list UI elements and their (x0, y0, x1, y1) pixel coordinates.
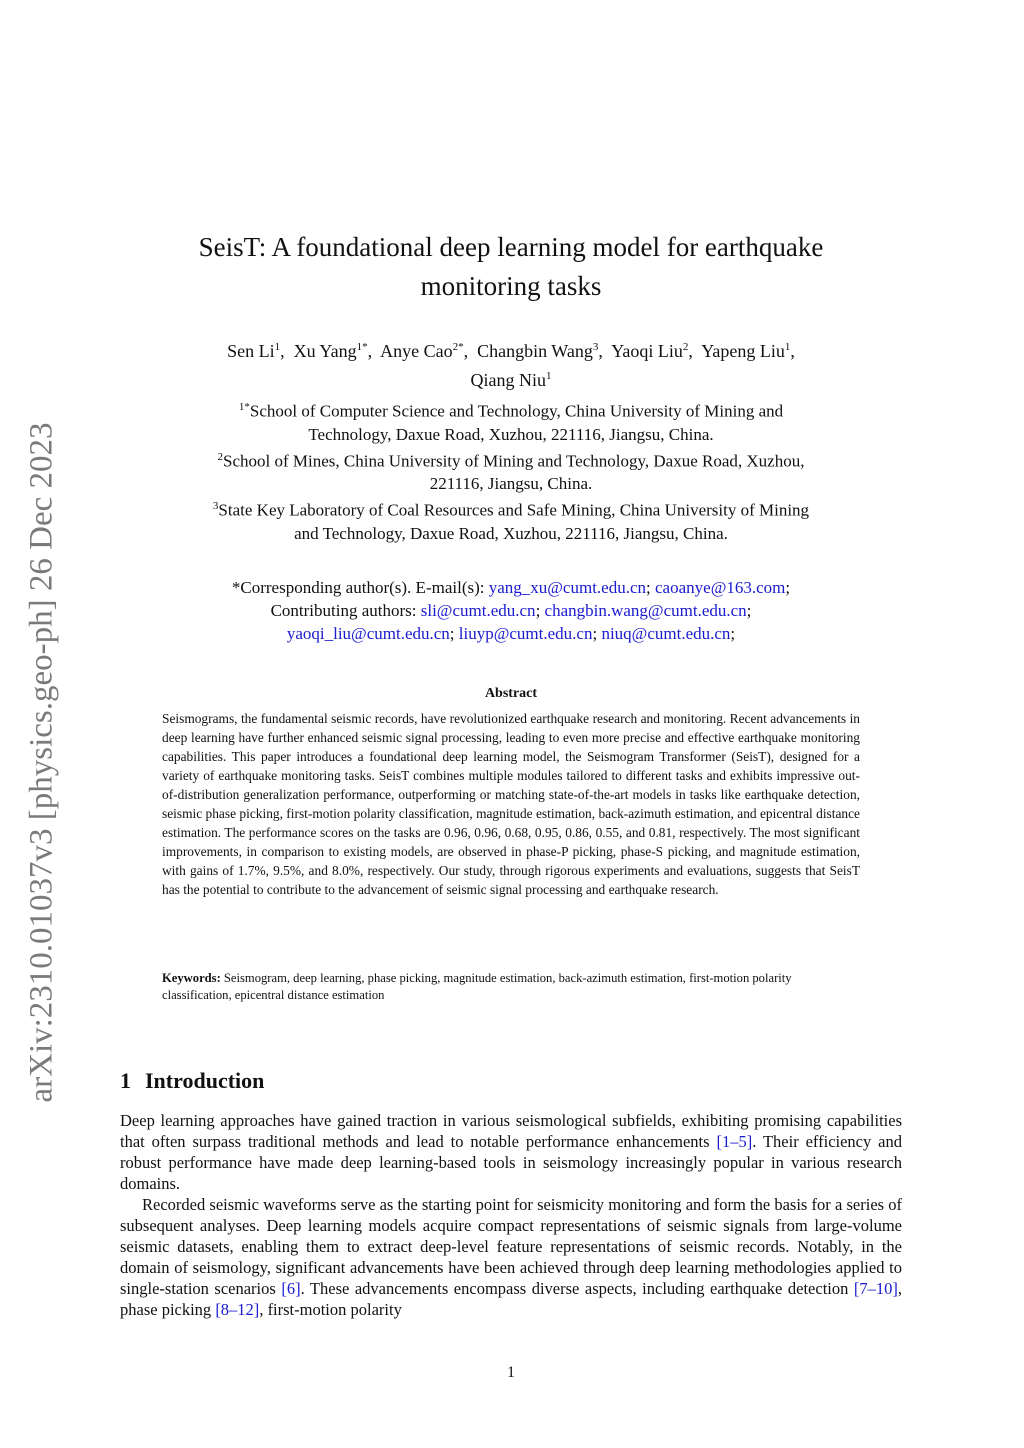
author: Changbin Wang$^3$, (477, 341, 612, 361)
author: Sen Li$^1$, (227, 341, 294, 361)
paper-title (120, 228, 902, 306)
email-link[interactable]: sli@cumt.edu.cn (420, 601, 536, 620)
title-line-2: monitoring tasks (420, 271, 602, 301)
page-number: 1 (507, 1364, 515, 1381)
author: Yaoqi Liu$^2$, (611, 341, 702, 361)
paper-page (120, 0, 902, 1448)
author: Qiang Niu$^1$ (470, 370, 552, 390)
email-link[interactable]: caoanye@163.com (655, 578, 786, 597)
correspondence-block: *Corresponding author(s). E-mail(s): yang_xu@cumt.edu.cn; caoanye@163.com; Contributing authors: sli@cumt.edu.cn; changbin.wang@cumt.edu.cn; yaoqi_liu@cumt.edu.cn; liuyp@cumt.edu.cn; niuq@cumt.edu.cn; (231, 578, 791, 643)
email-link[interactable]: niuq@cumt.edu.cn (601, 624, 731, 643)
author-list (120, 335, 902, 393)
paragraph: Deep learning approaches have gained traction in various seismological subfields, exhibiting promising capabilities that often surpass traditional methods and lead to notable performance enhancements [1–5]. Their efficiency and robust performance have made deep learning-based tools in seismology increasingly popular in various research domains. (120, 1111, 902, 1193)
abstract-text: Seismograms, the fundamental seismic records, have revolutionized earthquake research and monitoring. Recent advancements in deep learning have further enhanced seismic signal processing, leading to even more precise and effective earthquake monitoring capabilities. This paper introduces a foundational deep learning model, the Seismogram Transformer (SeisT), designed for a variety of earthquake monitoring tasks. SeisT combines multiple modules tailored to different tasks and exhibits impressive out-of-distribution generalization performance, outperforming or matching state-of-the-art models in tasks like earthquake detection, seismic phase picking, first-motion polarity classification, magnitude estimation, back-azimuth estimation, and epicentral distance estimation. The performance scores on the tasks are 0.96, 0.96, 0.68, 0.95, 0.86, 0.55, and 0.81, respectively. The most significant improvements, in comparison to existing models, are observed in phase-P picking, phase-S picking, and magnitude estimation, with gains of 1.7%, 9.5%, and 8.0%, respectively. Our study, through rigorous experiments and evaluations, suggests that SeisT has the potential to contribute to the advancement of seismic signal processing and earthquake research. (162, 711, 860, 897)
citation-link[interactable]: [7–10] (853, 1279, 898, 1298)
affiliation: $^{1*}$School of Computer Science and Technology, China University of Mining and Technology, Daxue Road, Xuzhou, 221116, Jiangsu, China. (238, 401, 784, 444)
title-line-1: SeisT: A foundational deep learning model for earthquake (198, 232, 824, 262)
introduction-body (120, 1110, 902, 1320)
section-number: 1 (120, 1068, 131, 1093)
affiliation: $^2$School of Mines, China University of Mining and Technology, Daxue Road, Xuzhou, 221116, Jiangsu, China. (217, 450, 805, 494)
citation-link[interactable]: [1–5] (716, 1132, 753, 1151)
email-link[interactable]: changbin.wang@cumt.edu.cn (544, 601, 747, 620)
email-link[interactable]: yang_xu@cumt.edu.cn (488, 578, 647, 597)
author: Xu Yang$^{1*}$, (293, 341, 381, 361)
keywords-text: Seismogram, deep learning, phase picking, magnitude estimation, back-azimuth estimation, first-motion polarity classification, epicentral distance estimation (162, 971, 792, 1002)
citation-link[interactable]: [6] (281, 1279, 301, 1298)
arxiv-stamp-text: arXiv:2310.01037v3 [physics.geo-ph] 26 Dec 2023 (23, 422, 60, 1103)
email-link[interactable]: yaoqi_liu@cumt.edu.cn (286, 624, 450, 643)
email-link[interactable]: liuyp@cumt.edu.cn (458, 624, 593, 643)
section-title-text: Introduction (145, 1068, 265, 1093)
author: Anye Cao$^{2*}$, (380, 341, 478, 361)
affiliation: $^3$State Key Laboratory of Coal Resources and Safe Mining, China University of Mining and Technology, Daxue Road, Xuzhou, 221116, Jiangsu, China. (212, 500, 810, 543)
keywords-label: Keywords: (162, 971, 221, 985)
author: Yapeng Liu$^1$, (701, 341, 795, 361)
keywords (162, 970, 860, 1004)
affiliations (120, 396, 902, 545)
paragraph: Recorded seismic waveforms serve as the starting point for seismicity monitoring and form the basis for a series of subsequent analyses. Deep learning models acquire compact representations of seismic signals from large-volume seismic datasets, enabling them to extract deep-level feature representations of seismic records. Notably, in the domain of seismology, significant advancements have been achieved through deep learning methodologies applied to single-station scenarios [6]. These advancements encompass diverse aspects, including earthquake detection [7–10], phase picking [8–12], first-motion polarity (120, 1195, 902, 1319)
section-heading (120, 1068, 264, 1094)
arxiv-stamp (20, 400, 64, 1125)
contributing-label: Contributing authors: (270, 601, 417, 620)
corresponding-label: *Corresponding author(s). E-mail(s): (231, 578, 485, 597)
citation-link[interactable]: [8–12] (215, 1300, 260, 1319)
abstract-heading: Abstract (484, 686, 538, 701)
